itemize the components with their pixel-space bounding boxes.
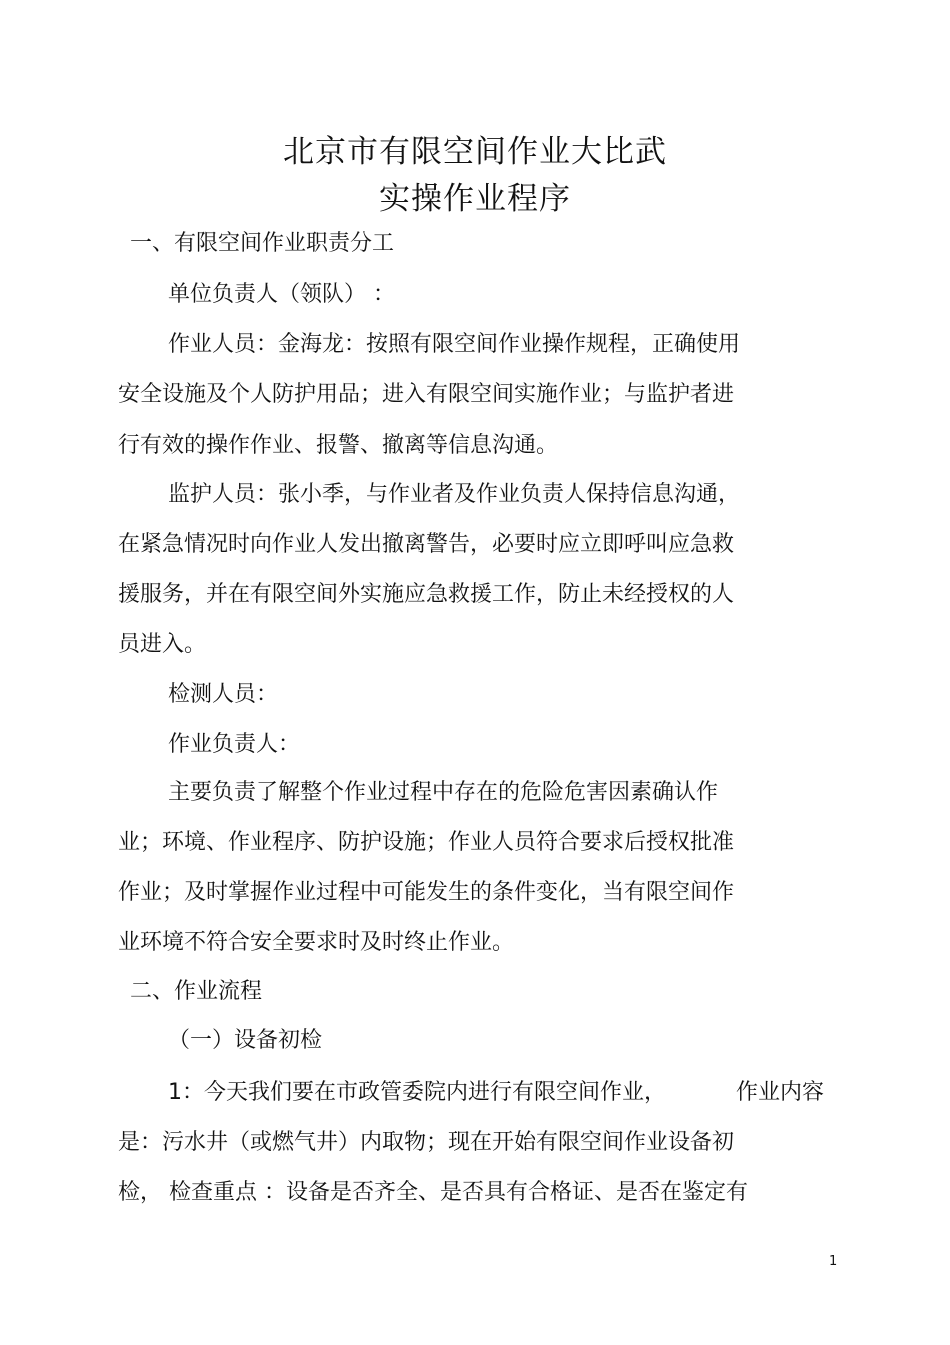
paragraph-line: 业环境不符合安全要求时及时终止作业。 <box>118 930 515 955</box>
paragraph-line: 检， 检查重点 ：设备是否齐全、是否具有合格证、是否在鉴定有 <box>118 1180 748 1205</box>
paragraph-line: 业；环境、作业程序、防护设施；作业人员符合要求后授权批准 <box>118 830 735 855</box>
paragraph-line: 作业；及时掌握作业过程中可能发生的条件变化，当有限空间作 <box>118 880 735 905</box>
paragraph-line: 援服务，并在有限空间外实施应急救援工作，防止未经授权的人 <box>118 582 735 607</box>
paragraph-line: 监护人员：张小季，与作业者及作业负责人保持信息沟通， <box>168 482 741 507</box>
paragraph-line: 行有效的操作作业、报警、撤离等信息沟通。 <box>118 433 559 458</box>
document-title-line-2: 实操作业程序 <box>379 181 571 217</box>
document-title-line-1: 北京市有限空间作业大比武 <box>283 134 667 170</box>
paragraph-line: 检测人员： <box>168 682 279 707</box>
paragraph-line: 在紧急情况时向作业人发出撤离警告，必要时应立即呼叫应急救 <box>118 532 735 557</box>
paragraph-line: 单位负责人（领队） ： <box>168 282 395 307</box>
paragraph-line: 安全设施及个人防护用品；进入有限空间实施作业；与监护者进 <box>118 382 735 407</box>
section-heading-1: 一、有限空间作业职责分工 <box>130 231 395 256</box>
paragraph-line: 是：污水井（或燃气井）内取物；现在开始有限空间作业设备初 <box>118 1130 735 1155</box>
page-number: 1 <box>829 1254 838 1269</box>
subsection-heading: （一）设备初检 <box>168 1028 323 1053</box>
paragraph-line: 主要负责了解整个作业过程中存在的危险危害因素确认作 <box>168 780 719 805</box>
paragraph-line: 1：今天我们要在市政管委院内进行有限空间作业， <box>168 1080 666 1105</box>
paragraph-line: 员进入。 <box>118 632 207 657</box>
paragraph-line: 作业人员：金海龙：按照有限空间作业操作规程，正确使用 <box>168 332 741 357</box>
paragraph-line: 作业负责人： <box>168 732 301 757</box>
paragraph-line-tail: 作业内容 <box>736 1080 825 1105</box>
section-heading-2: 二、作业流程 <box>130 979 263 1004</box>
